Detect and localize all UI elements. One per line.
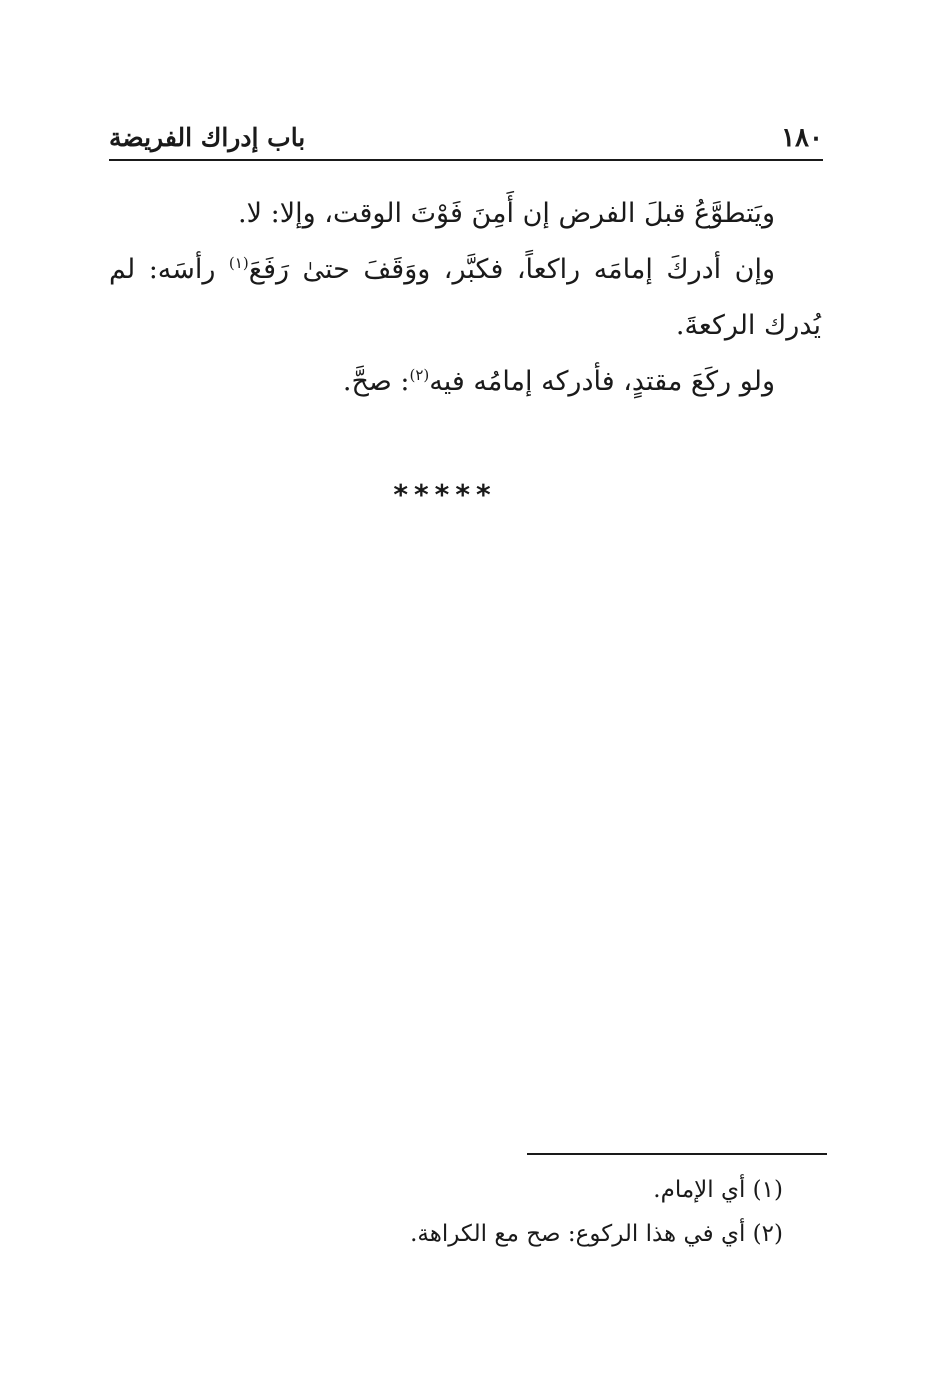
paragraph-1 (109, 186, 821, 242)
page-header (109, 118, 823, 158)
paragraph-3 (109, 354, 821, 410)
running-title: باب إدراك الفريضة (109, 123, 306, 152)
footnotes (109, 1168, 783, 1256)
section-separator: ***** (393, 478, 497, 511)
paragraph-2-text: وإن أدركَ إمامَه راكعاً، فكبَّر، ووَقَفَ حتىٰ رَفَعَ (248, 254, 775, 285)
footnote-1: (١) أي الإمام. (653, 1177, 783, 1203)
paragraph-2-text-after: رأسَه: لم يُدرك الركعةَ. (109, 254, 821, 341)
page-number: ١٨٠ (781, 123, 823, 153)
footnote-rule (527, 1153, 827, 1155)
paragraph-2 (109, 242, 821, 354)
paragraph-1-text: ويَتطوَّعُ قبلَ الفرض إن أَمِنَ فَوْتَ الوقت، وإلا: لا. (238, 198, 775, 229)
footnote-ref-2[interactable]: (٢) (409, 366, 430, 384)
paragraph-3-text: ولو ركَعَ مقتدٍ، فأدركه إمامُه فيه (429, 366, 775, 397)
footnote-ref-1[interactable]: (١) (228, 254, 249, 272)
main-text (109, 186, 821, 410)
footnote-2: (٢) أي في هذا الركوع: صح مع الكراهة. (410, 1221, 783, 1247)
paragraph-3-text-after: : صحَّ. (342, 366, 410, 397)
header-rule (109, 159, 823, 161)
